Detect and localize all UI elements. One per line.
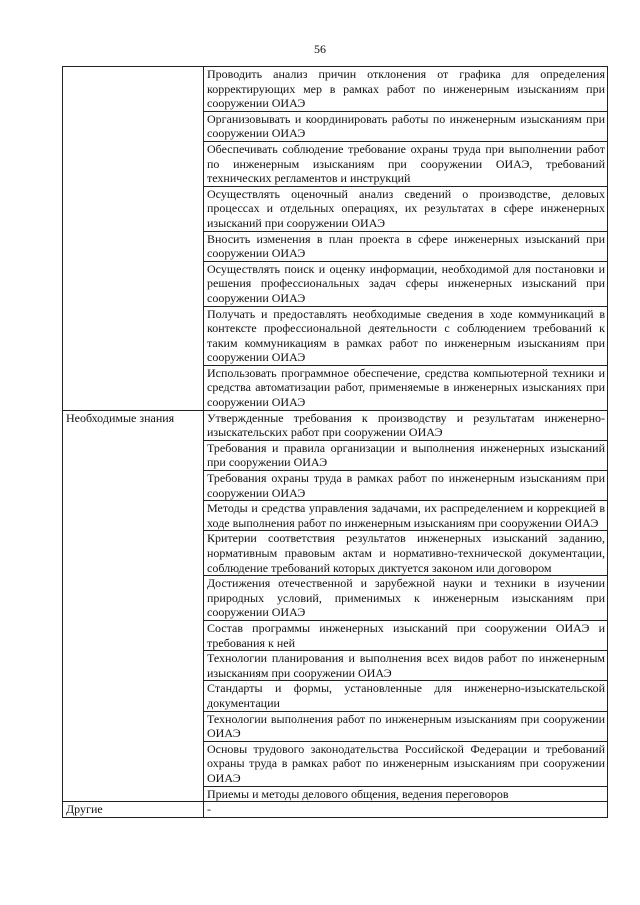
requirement-item: Требования охраны труда в рамках работ по инженерным изысканиям при сооружении ОИАЭ [204,471,608,501]
table-row [63,67,608,112]
requirement-item: Технологии выполнения работ по инженерным изысканиям при сооружении ОИАЭ [204,711,608,741]
section-label [63,67,204,411]
page-number: 56 [314,42,326,56]
requirement-item: Приемы и методы делового общения, ведения переговоров [204,786,608,802]
requirement-item: Основы трудового законодательства Российской Федерации и требований охраны труда в рамках работ по инженерным изысканиям при сооружении ОИАЭ [204,741,608,786]
section-label: Другие [63,802,204,818]
table-row [63,802,608,818]
requirements-table [62,66,608,818]
requirement-item: Проводить анализ причин отклонения от графика для определения корректирующих мер в рамках работ по инженерным изысканиям при сооружении ОИАЭ [204,67,608,112]
requirement-item: Методы и средства управления задачами, их распределением и коррекцией в ходе выполнения работ по инженерным изысканиям при сооружении ОИАЭ [204,501,608,531]
section-label: Необходимые знания [63,410,204,801]
requirement-item: Осуществлять поиск и оценку информации, необходимой для постановки и решения профессиональных задач сферы инженерных изысканий при сооружении ОИАЭ [204,261,608,306]
requirement-item: Обеспечивать соблюдение требование охраны труда при выполнении работ по инженерным изысканиям при сооружении ОИАЭ, требований технических регламентов и инструкций [204,141,608,186]
requirement-item: Стандарты и формы, установленные для инженерно-изыскательской документации [204,681,608,711]
requirement-item: Организовывать и координировать работы по инженерным изысканиям при сооружении ОИАЭ [204,111,608,141]
requirement-item: Достижения отечественной и зарубежной науки и техники в изучении природных условий, применимых к инженерным изысканиям при сооружении ОИАЭ [204,576,608,621]
table-row [63,410,608,440]
requirement-item: Вносить изменения в план проекта в сфере инженерных изысканий при сооружении ОИАЭ [204,231,608,261]
requirement-item: Технологии планирования и выполнения всех видов работ по инженерным изысканиям при сооружении ОИАЭ [204,651,608,681]
requirement-item: Использовать программное обеспечение, средства компьютерной техники и средства автоматизации работ, применяемые в инженерных изысканиях при сооружении ОИАЭ [204,365,608,410]
requirement-item: Состав программы инженерных изысканий при сооружении ОИАЭ и требования к ней [204,620,608,650]
requirement-item: Утвержденные требования к производству и результатам инженерно-изыскательских работ при сооружении ОИАЭ [204,410,608,440]
requirements-table-body [63,67,608,818]
requirement-item: Требования и правила организации и выполнения инженерных изысканий при сооружении ОИАЭ [204,440,608,470]
requirement-item: Осуществлять оценочный анализ сведений о производстве, деловых процессах и отдельных операциях, их результатах в сфере инженерных изысканий при сооружении ОИАЭ [204,186,608,231]
requirement-item: Критерии соответствия результатов инженерных изысканий заданию, нормативным правовым актам и нормативно-технической документации, соблюдение требований которых диктуется законом или договором [204,531,608,576]
requirement-item: - [204,802,608,818]
requirement-item: Получать и предоставлять необходимые сведения в ходе коммуникаций в контексте профессиональной деятельности с соблюдением требований к таким коммуникациям в рамках работ по инженерным изысканиям при сооружении ОИАЭ [204,306,608,365]
